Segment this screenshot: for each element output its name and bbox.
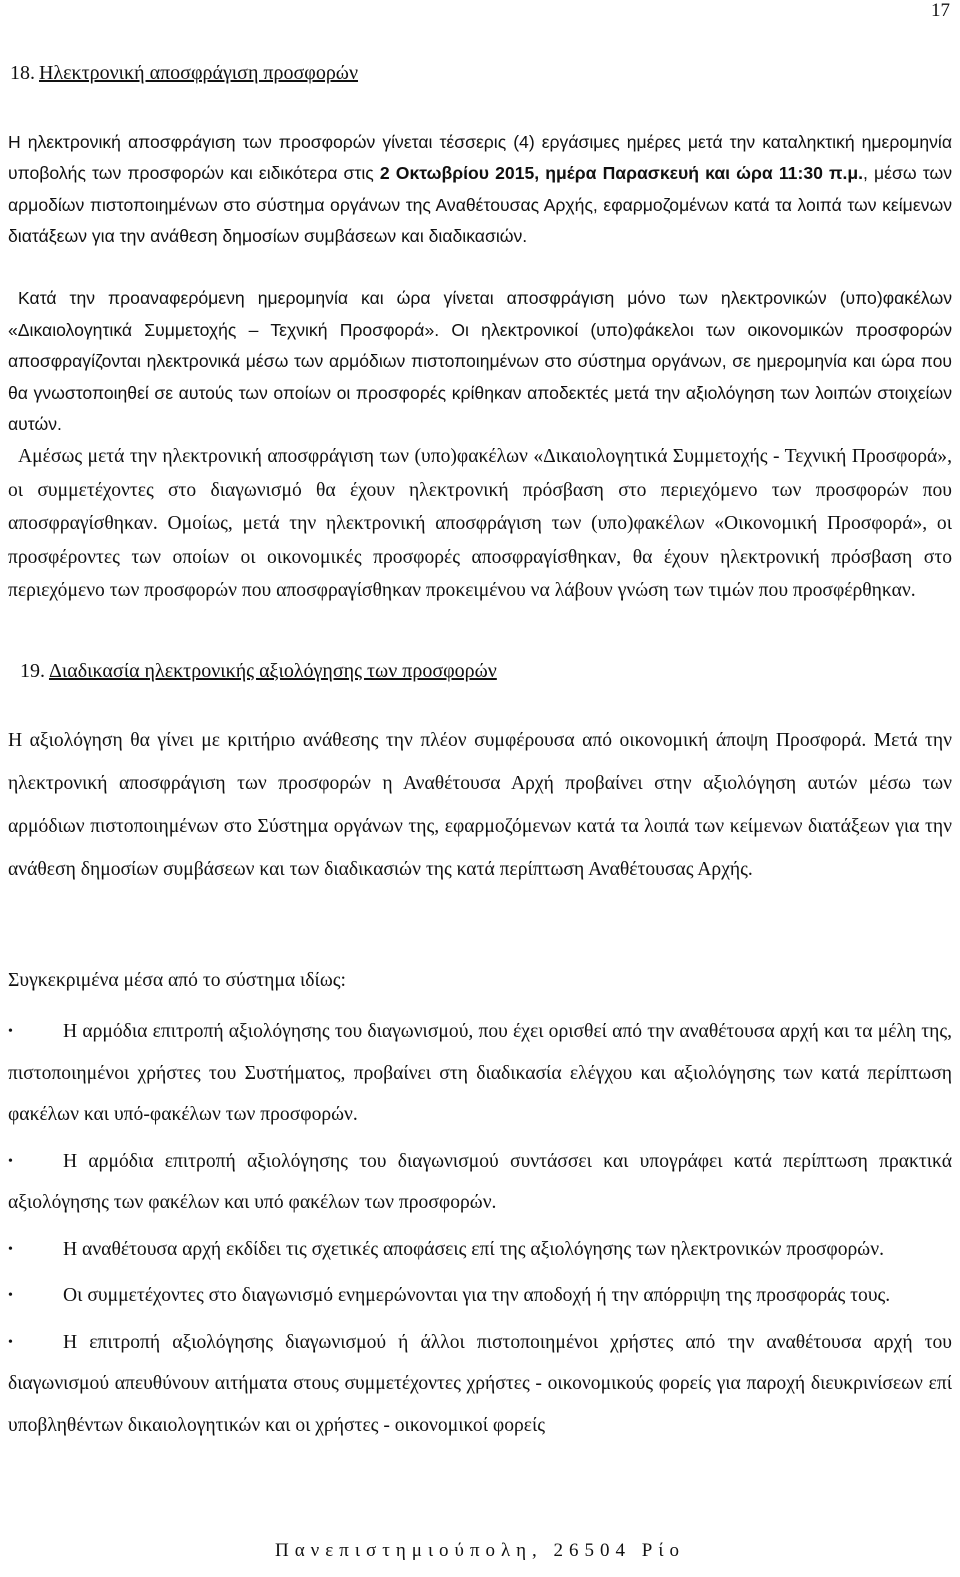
section-19-p1-text: Η αξιολόγηση θα γίνει με κριτήριο ανάθεσης την πλέον συμφέρουσα από οικονομική άποψη Προσφορά. Μετά την ηλεκτρονική αποσφράγιση των προσφορών η Αναθέτουσα Αρχή προβαίνει στην αξιολόγηση αυτών μέσω των αρμόδιων πιστοποιημένων στο Σύστημα οργάνων της, εφαρμοζόμενων κατά τα λοιπά των κείμενων διατάξεων για την ανάθεση δημοσίων συμβάσεων και των διαδικασιών της κατά περίπτωση Αναθέτουσας Αρχής. [8,730,952,880]
list-item [8,1141,952,1224]
section-18-p3-text: Αμέσως μετά την ηλεκτρονική αποσφράγιση των (υπο)φακέλων «Δικαιολογητικά Συμμετοχής - Τεχνική Προσφορά», οι συμμετέχοντες στο διαγωνισμό θα έχουν ηλεκτρονική πρόσβαση στο περιεχόμενο των προσφορών που αποσφραγίσθηκαν. Ομοίως, μετά την ηλεκτρονική αποσφράγιση των (υπο)φακέλων «Οικονομική Προσφορά», οι προσφέροντες των οποίων οι οικονομικές προσφορές αποσφραγίσθηκαν, θα έχουν ηλεκτρονική πρόσβαση στο περιεχόμενο των προσφορών που αποσφραγίσθηκαν προκειμένου να λάβουν γνώση των τιμών που προσφέρθηκαν. [8,446,952,602]
list-item [8,1275,952,1317]
section-19-heading [20,660,497,683]
section-19-intro: Συγκεκριμένα μέσα από το σύστημα ιδίως: [8,970,346,991]
list-item-text: Η επιτροπή αξιολόγησης διαγωνισμού ή άλλοι πιστοποιημένοι χρήστες από την αναθέτουσα αρχή του διαγωνισμού απευθύνουν αιτήματα στους συμμετέχοντες χρήστες - οικονομικούς φορείς για παροχή διευκρινίσεων επί υποβληθέντων δικαιολογητικών και οι χρήστες - οικονομικοί φορείς [8,1331,952,1436]
section-18-title: Ηλεκτρονική αποσφράγιση προσφορών [39,62,359,84]
section-19-bullet-list [8,1011,952,1451]
bullet-icon: • [8,1288,13,1303]
list-item-text: Η αναθέτουσα αρχή εκδίδει τις σχετικές αποφάσεις επί της αξιολόγησης των ηλεκτρονικών προσφορών. [63,1238,884,1260]
list-item [8,1011,952,1136]
section-18-p1-date: 2 Οκτωβρίου 2015, ημέρα Παρασκευή και ώρα 11:30 π.μ. [379,163,864,184]
section-18-p2-text-b: Οι ηλεκτρονικοί (υπο)φάκελοι των οικονομικών προσφορών αποσφραγίζονται ηλεκτρονικά μέσω των αρμόδιων πιστοποιημένων στο σύστημα οργάνων, σε ημερομηνία και ώρα που θα γνωστοποιηθεί σε αυτούς των οποίων οι προσφορές κρίθηκαν αποδεκτές μετά την αξιολόγηση των λοιπών στοιχείων αυτών. [8,319,953,434]
list-item-text: Η αρμόδια επιτροπή αξιολόγησης του διαγωνισμού, που έχει ορισθεί από την αναθέτουσα αρχή και τα μέλη της, πιστοποιημένοι χρήστες του Συστήματος, προβαίνει στη διαδικασία ελέγχου και αξιολόγησης των κατά περίπτωση φακέλων και υπό-φακέλων των προσφορών. [8,1021,952,1125]
bullet-icon: • [8,1241,13,1257]
list-item [8,1229,952,1271]
list-item-text: Οι συμμετέχοντες στο διαγωνισμό ενημερώνονται για την αποδοχή ή την απόρριψη της προσφοράς τους. [63,1285,891,1306]
section-18-p1-text-a: Η ηλεκτρονική αποσφράγιση των προσφορών γίνεται τέσσερις (4) εργάσιμες ημέρες μετά την καταληκτική ημερομηνία υποβολής των προσφορών και ειδικότερα στις [8,132,952,184]
section-18-paragraph-3 [8,440,952,608]
section-18-p1-text-b: , μέσω των αρμοδίων πιστοποιημένων στο σύστημα οργάνων της Αναθέτουσας Αρχής, εφαρμοζομένων κατά τα λοιπά των κείμενων διατάξεων για την ανάθεση δημοσίων συμβάσεων και διαδικασιών. [8,163,952,246]
bullet-icon: • [8,1024,13,1039]
section-19-number: 19. [20,660,45,682]
section-18-p2-text-a: Κατά την προαναφερόμενη ημερομηνία και ώρα γίνεται αποσφράγιση μόνο των ηλεκτρονικών (υπο)φακέλων «Δικαιολογητικά Συμμετοχής – Τεχνική Προσφορά». [8,288,952,340]
section-19-title: Διαδικασία ηλεκτρονικής αξιολόγησης των προσφορών [49,660,497,682]
section-19-paragraph-1 [8,719,952,891]
page-footer: Πανεπιστημιούπολη, 26504 Ρίο [275,1540,685,1561]
section-18-paragraph-2 [8,283,952,441]
section-18-heading [10,62,358,85]
bullet-icon: • [8,1153,13,1169]
section-18-number: 18. [10,62,35,84]
list-item [8,1322,952,1447]
bullet-icon: • [8,1334,13,1350]
page-number: 17 [931,0,950,21]
list-item-text: Η αρμόδια επιτροπή αξιολόγησης του διαγωνισμού συντάσσει και υπογράφει κατά περίπτωση πρακτικά αξιολόγησης των φακέλων και υπό φακέλων των προσφορών. [8,1150,952,1213]
section-18-paragraph-1 [8,127,952,252]
